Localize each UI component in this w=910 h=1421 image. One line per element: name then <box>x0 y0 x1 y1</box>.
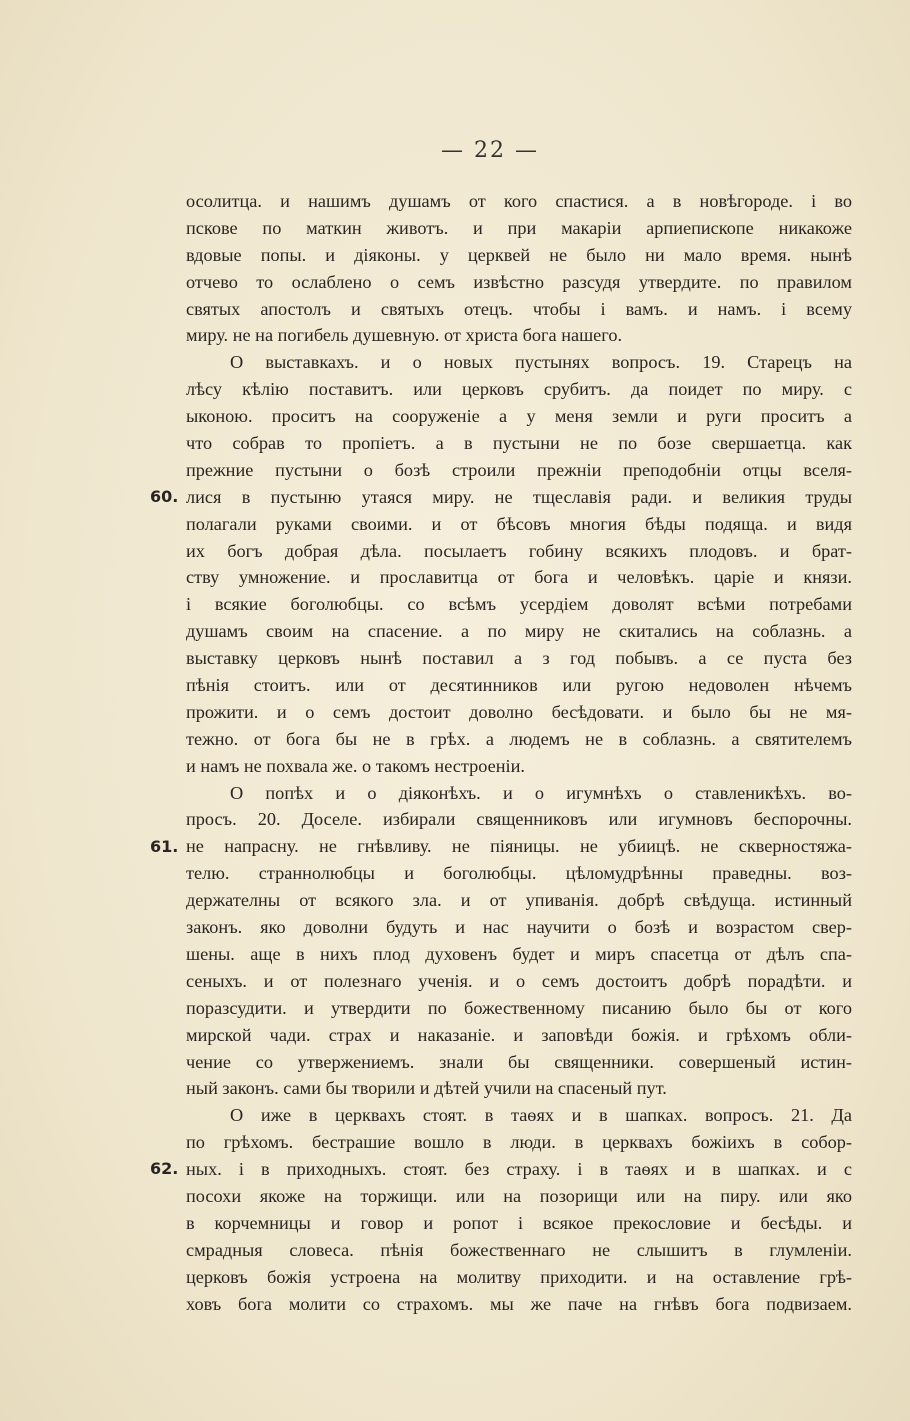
text-line: выставку церковъ нынѣ поставил а з год побывъ. а се пуста без <box>186 648 852 669</box>
text-line: пскове по маткин животъ. и при макаріи арпиепископе никакоже <box>186 217 852 238</box>
text-line: лѣсу кѣлію поставитъ. или церковъ срубитъ. да поидет по миру. с <box>186 379 852 400</box>
text-line: О выставкахъ. и о новых пустынях вопросъ. 19. Старецъ на <box>230 352 852 373</box>
text-line: чение со утвержениемъ. знали бы священники. совершеный истин- <box>186 1051 852 1072</box>
text-line: отчево то ослаблено о семъ извѣстно разсудя утвердите. по правилом <box>186 271 852 292</box>
text-line: мирской чади. страх и наказаніе. и заповѣди божія. и грѣхомъ обли- <box>186 1024 852 1045</box>
text-line: что собрав то пропіетъ. а в пустыни не по бозе свершаетца. как <box>186 433 852 454</box>
text-line: держателны от всякого зла. и от упиванія. добрѣ свѣдуща. истинный <box>186 890 852 911</box>
text-line: просъ. 20. Доселе. избирали священниковъ или игумновъ беспорочны. <box>186 809 852 830</box>
text-line: святых апостолъ и святыхъ отецъ. чтобы і вамъ. и намъ. і всему <box>186 298 852 319</box>
text-line: телю. страннолюбцы и боголюбцы. цѣломудрѣнны праведны. воз- <box>186 863 852 884</box>
text-line: осолитца. и нашимъ душамъ от кого спастися. а в новѣгороде. і во <box>186 191 852 211</box>
text-line: лися в пустыню утаяся миру. не тщеславія ради. и великия труды <box>186 486 852 507</box>
text-line: тежно. от бога бы не в грѣх. а людемъ не в соблазнь. а святителемъ <box>186 728 852 749</box>
text-line: О иже в церквахъ стоят. в таѳях и в шапках. вопросъ. 21. Да <box>230 1105 852 1126</box>
text-line: вдовые попы. и діяконы. у церквей не было ни мало время. нынѣ <box>186 244 852 265</box>
text-line: шены. аще в нихъ плод духовенъ будет и миръ спасетца от дѣлъ спа- <box>186 943 852 964</box>
text-line: поразсудити. и утвердити по божественному писанию было бы от кого <box>186 997 852 1018</box>
text-line: по грѣхомъ. бестрашие вошло в люди. в церквахъ божіихъ в собор- <box>186 1132 852 1153</box>
text-line: их богъ добрая дѣла. посылаетъ гобину всякихъ плодовъ. и брат- <box>186 540 852 561</box>
text-line: ховъ бога молити со страхомъ. мы же паче на гнѣвъ бога подвизаем. <box>186 1293 852 1314</box>
text-line: пѣнія стоитъ. или от десятинников или ругою недоволен нѣчемъ <box>186 675 852 696</box>
text-line: полагали руками своими. и от бѣсовъ многия бѣды подяща. и видя <box>186 513 852 534</box>
text-line: прожити. и о семъ достоит доволно бесѣдовати. и было бы не мя- <box>186 701 852 722</box>
text-line: посохи якоже на торжищи. или на позорищи или на пиру. или яко <box>186 1185 852 1206</box>
body-text <box>186 188 852 1317</box>
text-line: ству умножение. и прославитца от бога и человѣкъ. царіе и князи. <box>186 567 852 588</box>
text-line: в корчемницы и говор и ропот і всякое прекословие и бесѣды. и <box>186 1212 852 1233</box>
margin-number: 62. <box>150 1159 179 1179</box>
margin-number: 61. <box>150 836 179 856</box>
text-line: сеныхъ. и от полезнаго ученія. и о семъ достоитъ добрѣ порадѣти. и <box>186 970 852 991</box>
text-line: О попѣх и о діяконѣхъ. и о игумнѣхъ о ставленикѣхъ. во- <box>230 782 852 803</box>
text-line: смрадныя словеса. пѣнія божественнаго не слышитъ в глумленіи. <box>186 1239 852 1260</box>
text-line: и намъ не похвала же. о такомъ нестроеніи. <box>186 755 525 776</box>
text-line: законъ. яко доволни будуть и нас научити о бозѣ и возрастом свер- <box>186 917 852 938</box>
text-line: душамъ своим на спасение. а по миру не скитались на соблазнь. а <box>186 621 852 642</box>
text-line: ных. і в приходныхъ. стоят. без страху. і в таѳях и в шапках. и с <box>186 1159 852 1180</box>
page-number: — 22 — <box>441 138 539 163</box>
text-line: не напрасну. не гнѣвливу. не піяницы. не убиицѣ. не скверностяжа- <box>186 836 852 857</box>
text-line: і всякие боголюбцы. со всѣмъ усердіем доволят всѣми потребами <box>186 594 852 615</box>
text-line: церковъ божія устроена на молитву приходити. и на оставление грѣ- <box>186 1266 852 1287</box>
text-line: прежние пустыни о бозѣ строили прежніи преподобніи отцы вселя- <box>186 459 852 480</box>
margin-number: 60. <box>150 486 179 506</box>
text-line: ыконою. проситъ на сооруженіе а у меня земли и руги проситъ а <box>186 406 852 427</box>
text-line: ный законъ. сами бы творили и дѣтей учили на спасеный пут. <box>186 1078 667 1099</box>
text-line: миру. не на погибель душевную. от христа бога нашего. <box>186 325 623 346</box>
